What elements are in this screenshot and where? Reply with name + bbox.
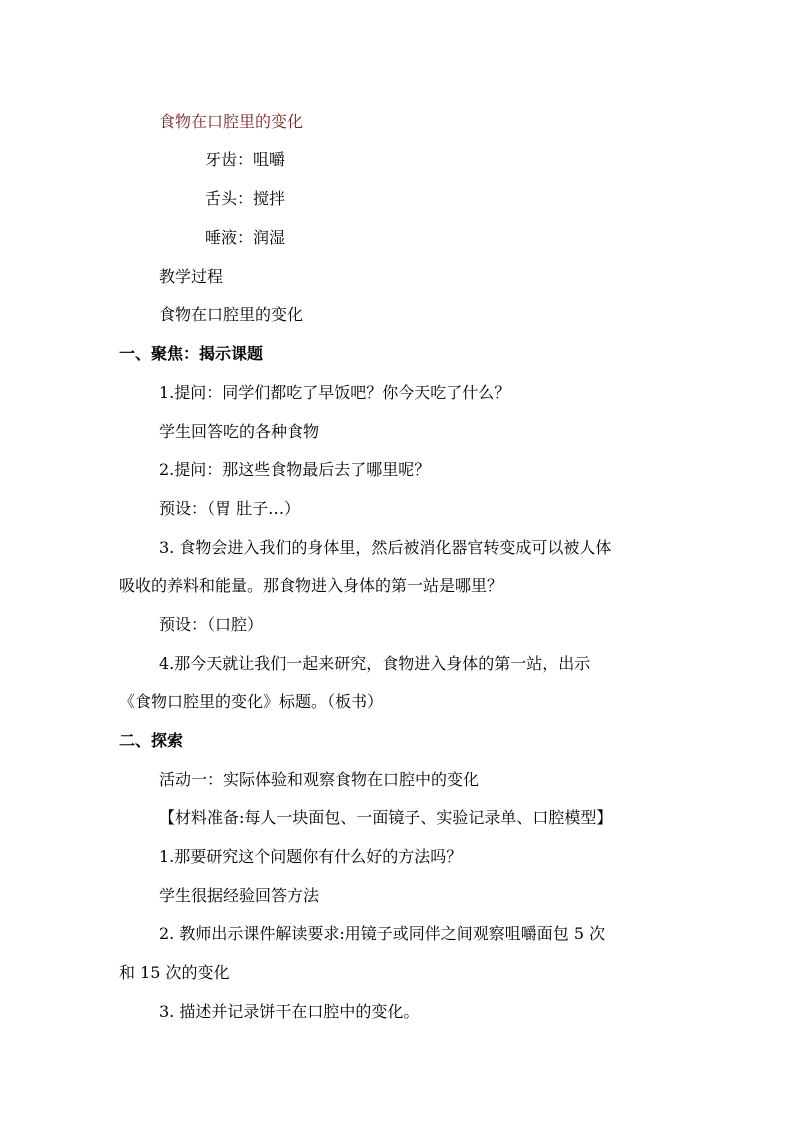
section1-line: 3. 食物会进入我们的身体里，然后被消化器官转变成可以被人体 [159,538,612,557]
section1-heading: 一、聚焦：揭示课题 [119,344,264,363]
section2-heading: 二、探索 [119,731,184,750]
section1-line: 《食物口腔里的变化》标题。（板书） [119,692,384,711]
section1-line: 1.提问：同学们都吃了早饭吧？你今天吃了什么？ [159,383,511,402]
board-item-teeth: 牙齿：咀嚼 [205,150,286,169]
section1-line: 预设：（口腔） [159,615,264,634]
section2-line: 和 15 次的变化 [119,963,230,982]
process-subtitle: 食物在口腔里的变化 [159,305,304,324]
section2-line: 【材料准备:每人一块面包、一面镜子、实验记录单、口腔模型】 [159,808,613,827]
section2-line: 学生很据经验回答方法 [159,886,320,905]
section2-line: 2. 教师出示课件解读要求:用镜子或同伴之间观察咀嚼面包 5 次 [159,924,606,943]
section2-line: 1.那要研究这个问题你有什么好的方法吗？ [159,847,463,866]
section1-line: 吸收的养料和能量。那食物进入身体的第一站是哪里？ [119,576,504,595]
section1-line: 4.那今天就让我们一起来研究，食物进入身体的第一站，出示 [159,654,591,673]
board-item-saliva: 唾液：润湿 [205,228,286,247]
section2-line: 3. 描述并记录饼干在口腔中的变化。 [159,1002,420,1021]
board-title: 食物在口腔里的变化 [159,112,304,131]
section1-line: 学生回答吃的各种食物 [159,422,320,441]
process-heading: 教学过程 [159,267,224,286]
section2-line: 活动一：实际体验和观察食物在口腔中的变化 [159,770,480,789]
section1-line: 2.提问：那这些食物最后去了哪里呢？ [159,460,431,479]
section1-line: 预设：（胃 肚子…） [159,499,301,518]
board-item-tongue: 舌头：搅拌 [205,189,286,208]
